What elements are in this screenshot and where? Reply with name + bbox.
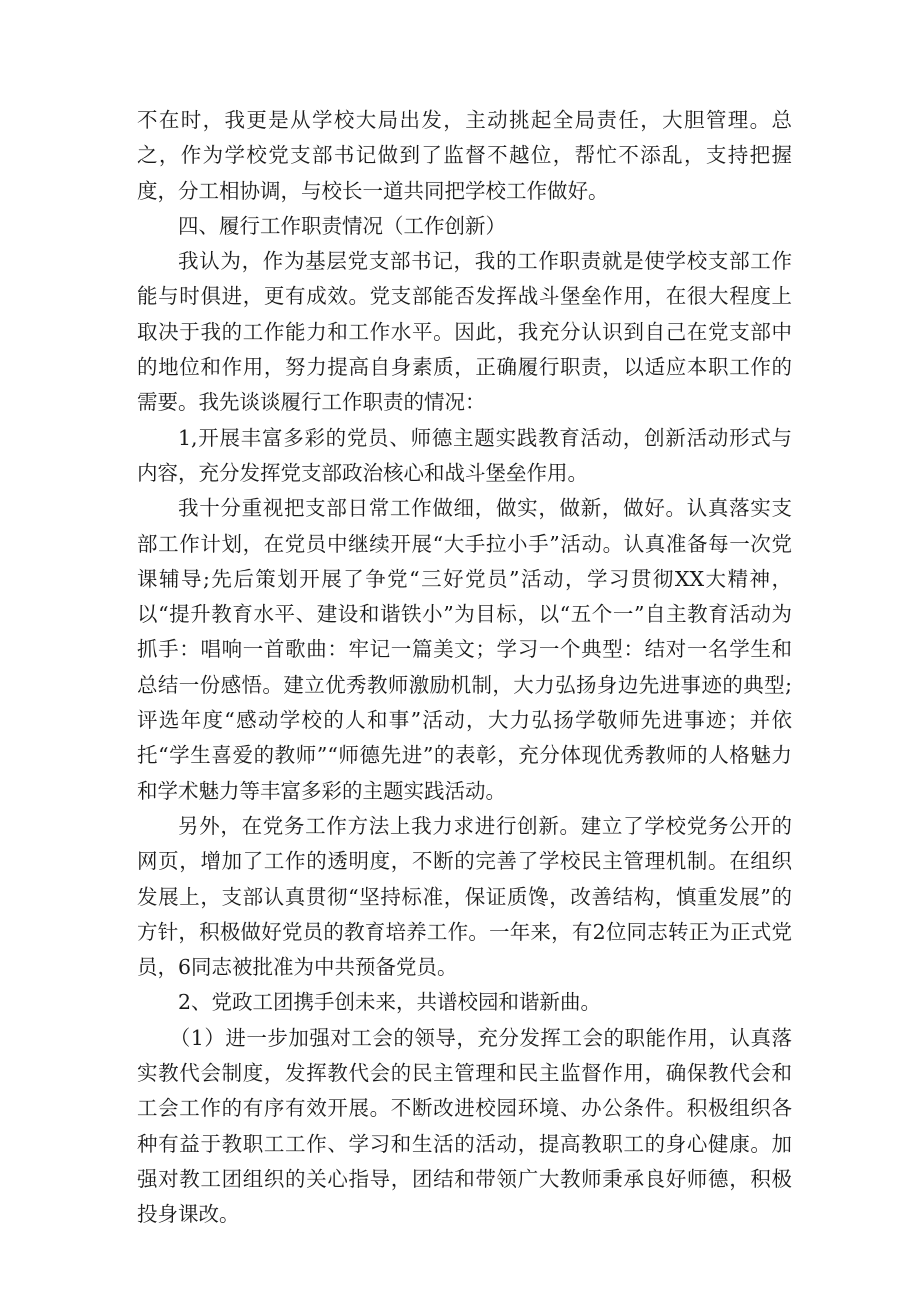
subheading-item-two: 2、党政工团携手创未来，共谱校园和谐新曲。 — [178, 990, 602, 1015]
paragraph-activities: 我十分重视把支部日常工作做细，做实，做新，做好。认真落实支部工作计划，在党员中继续开展“大手拉小手”活动。认真准备每一次党课辅导;先后策划开展了争党“三好党员”活动，学习贯彻XX大精神，以“提升教育水平、建设和谐铁小”为目标，以“五个一”自主教育活动为抓手：唱响一首歌曲：牢记一篇美文；学习一个典型：结对一名学生和总结一份感悟。建立优秀教师激励机制，大力弘扬身边先进事迹的典型;评选年度“感动学校的人和事”活动，大力弘扬学敬师先进事迹；并依托“学生喜爱的教师”“师德先进”的表彰，充分体现优秀教师的人格魅力和学术魅力等丰富多彩的主题实践活动。 — [137, 496, 792, 803]
paragraph-innovation: 另外，在党务工作方法上我力求进行创新。建立了学校党务公开的网页，增加了工作的透明度，不断的完善了学校民主管理机制。在组织发展上，支部认真贯彻“坚持标准，保证质馋，改善结构，慎重发展”的方针，积极做好党员的教育培养工作。一年来，有2位同志转正为正式党员，6同志被批准为中共预备党员。 — [137, 813, 792, 980]
paragraph-duties-intro: 我认为，作为基层党支部书记，我的工作职责就是使学校支部工作能与时俱进，更有成效。党支部能否发挥战斗堡垒作用，在很大程度上取决于我的工作能力和工作水平。因此，我充分认识到自己在党支部中的地位和作用，努力提高自身素质，正确履行职责，以适应本职工作的需要。我先谈谈履行工作职责的情况： — [137, 249, 792, 415]
paragraph-continuation: 不在时，我更是从学校大局出发，主动挑起全局责任，大胆管理。总之，作为学校党支部书记做到了监督不越位，帮忙不添乱，支持把握度，分工相协调，与校长一道共同把学校工作做好。 — [137, 108, 792, 203]
document-body — [137, 103, 792, 1233]
paragraph-union: （1）进一步加强对工会的领导，充分发挥工会的职能作用，认真落实教代会制度，发挥教代会的民主管理和民主监督作用，确保教代会和工会工作的有序有效开展。不断改进校园环境、办公条件。积极组织各种有益于教职工工作、学习和生活的活动，提高教职工的身心健康。加强对教工团组织的关心指导，团结和带领广大教师秉承良好师德，积极投身课改。 — [137, 1025, 792, 1227]
section-heading-four: 四、履行工作职责情况（工作创新） — [178, 213, 506, 238]
subheading-item-one: 1,开展丰富多彩的党员、师德主题实践教育活动，创新活动形式与内容，充分发挥党支部政治核心和战斗堡垒作用。 — [137, 425, 792, 485]
